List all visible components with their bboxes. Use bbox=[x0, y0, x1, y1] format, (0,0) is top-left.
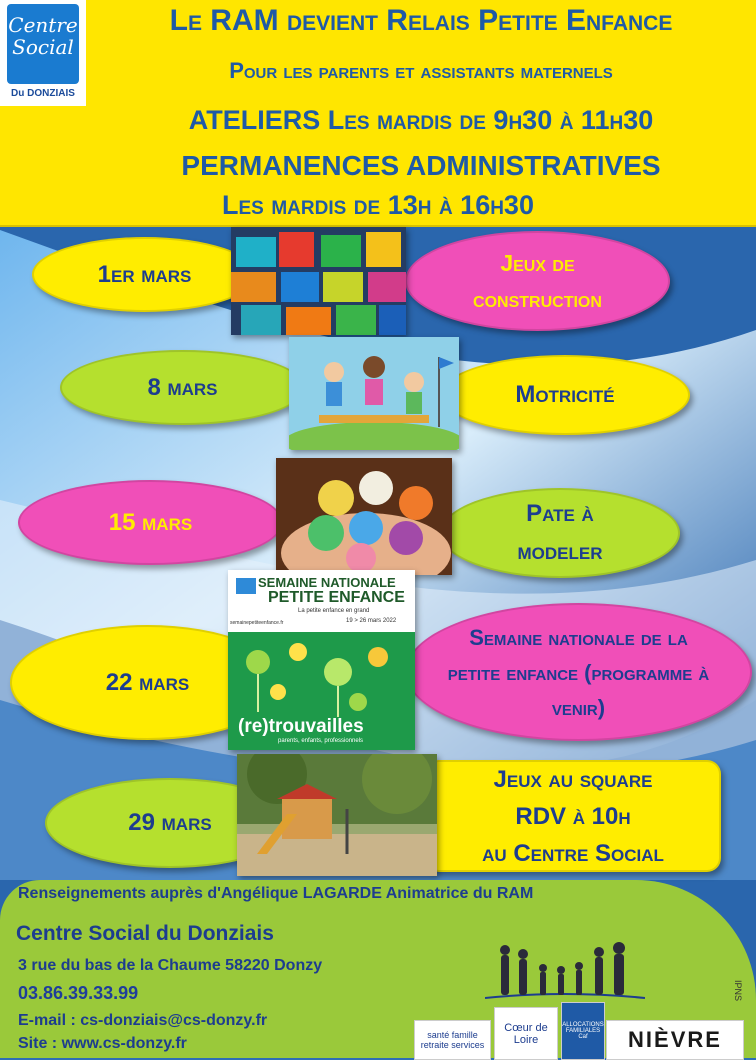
activity-pill-1: Jeux de construction bbox=[405, 231, 670, 331]
family-silhouette-icon bbox=[485, 940, 645, 1000]
date-pill-3: 15 mars bbox=[18, 480, 283, 565]
poster-subtitle: La petite enfance en grand bbox=[298, 608, 370, 614]
date-pill-2: 8 mars bbox=[60, 350, 305, 425]
poster-site: semainepetiteenfance.fr bbox=[230, 620, 284, 626]
date-pill-1: 1er mars bbox=[32, 237, 257, 312]
footer-website: Site : www.cs-donzy.fr bbox=[18, 1035, 187, 1052]
header-permanences-hours: Les mardis de 13h à 16h30 bbox=[222, 190, 534, 220]
activity-box-5 bbox=[425, 760, 721, 872]
footer-email: E-mail : cs-donziais@cs-donzy.fr bbox=[18, 1012, 268, 1029]
illustration-motricite bbox=[289, 337, 459, 450]
activity-pill-2: Motricité bbox=[440, 355, 690, 435]
date-pill-4: 22 mars bbox=[10, 625, 285, 740]
agir-logo-icon bbox=[236, 578, 256, 594]
footer-org-name: Centre Social du Donziais bbox=[16, 922, 274, 945]
partner-logo-nievre: NIÈVRE bbox=[606, 1020, 744, 1060]
poster-theme: (re)trouvailles bbox=[238, 716, 364, 737]
poster-illustration bbox=[228, 632, 415, 717]
poster-theme-sub: parents, enfants, professionnels bbox=[278, 738, 364, 744]
activity-5-line-2: RDV à 10h bbox=[515, 802, 631, 830]
header-ateliers: ATELIERS Les mardis de 9h30 à 11h30 bbox=[188, 105, 654, 135]
poster-title-1: SEMAINE NATIONALE bbox=[258, 575, 396, 590]
logo-subtitle: Du DONZIAIS bbox=[11, 88, 75, 99]
centre-social-logo bbox=[0, 0, 86, 106]
footer-address: 3 rue du bas de la Chaume 58220 Donzy bbox=[18, 957, 323, 974]
partner-logo-coeur-de-loire: Cœur de Loire bbox=[494, 1007, 558, 1060]
photo-construction-blocks bbox=[231, 227, 406, 335]
footer-ipns: IPNS bbox=[733, 980, 743, 1002]
poster-title-2: PETITE ENFANCE bbox=[268, 589, 405, 606]
footer-info: Renseignements auprès d'Angélique LAGARDE Animatrice du RAM bbox=[18, 885, 534, 902]
logo-text-1: Centre bbox=[8, 13, 78, 37]
footer-phone: 03.86.39.33.99 bbox=[18, 983, 139, 1003]
activity-5-line-3: au Centre Social bbox=[482, 839, 664, 867]
activity-5-line-1: Jeux au square bbox=[493, 765, 653, 793]
header-banner bbox=[0, 0, 756, 227]
photo-pate-a-modeler bbox=[276, 458, 452, 575]
activity-pill-4: Semaine nationale de la petite enfance (programme à venir) bbox=[405, 603, 752, 741]
partner-logo-caf: ALLOCATIONS FAMILIALES Caf bbox=[561, 1002, 605, 1060]
header-audience: Pour les parents et assistants maternels bbox=[229, 58, 613, 83]
poster-dates: 19 > 26 mars 2022 bbox=[346, 618, 397, 624]
poster-semaine-nationale bbox=[228, 570, 415, 750]
header-permanences: PERMANENCES ADMINISTRATIVES bbox=[181, 150, 661, 181]
photo-square-playground bbox=[237, 754, 437, 876]
activity-pill-3: Pate à modeler bbox=[440, 488, 680, 578]
date-pill-5: 29 mars bbox=[45, 778, 295, 868]
logo-text-2: Social bbox=[12, 35, 74, 59]
header-title: Le RAM devient Relais Petite Enfance bbox=[169, 4, 673, 37]
partner-logo-msa: santé famille retraite services bbox=[414, 1020, 491, 1060]
logo-box bbox=[7, 4, 79, 84]
